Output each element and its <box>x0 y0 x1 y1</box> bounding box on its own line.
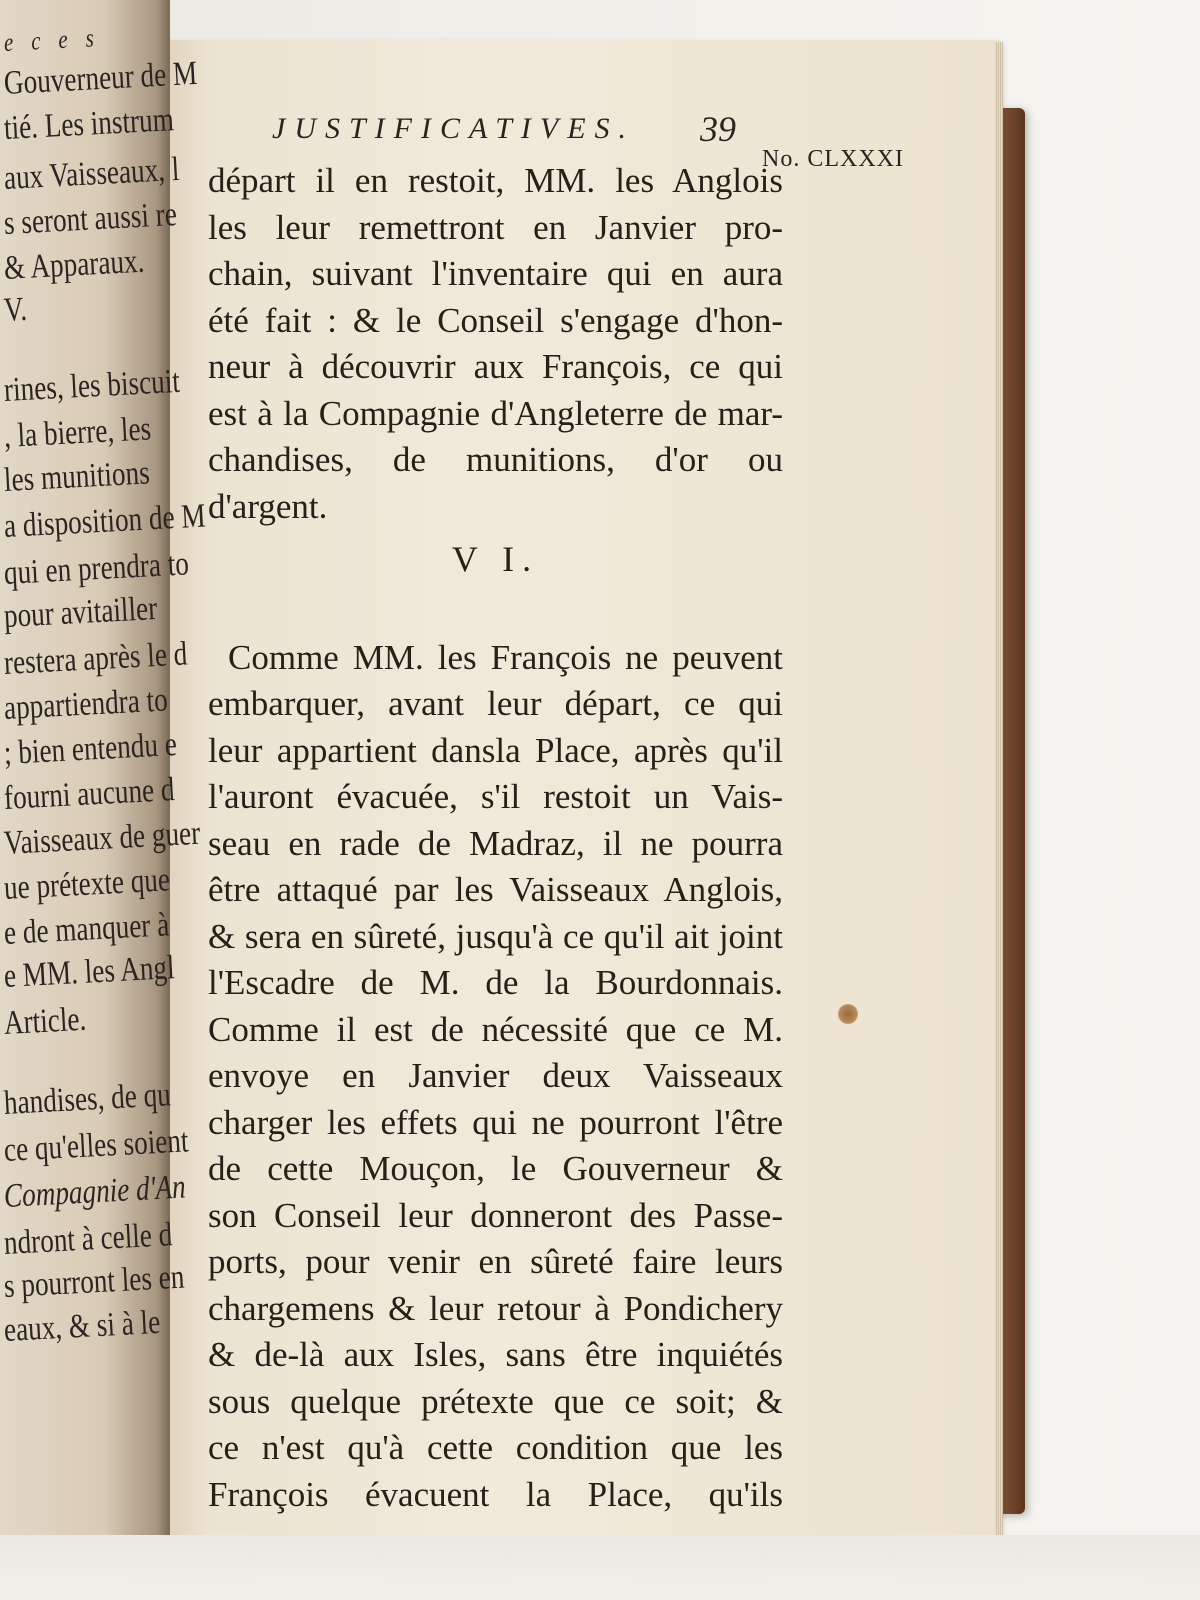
text-line: chargemens & leur retour à Pondichery <box>208 1288 783 1328</box>
left-page-line: fourni aucune d <box>3 771 176 817</box>
text-line: embarquer, avant leur départ, ce qui <box>208 684 783 723</box>
left-page-line: e MM. les Angl <box>3 949 176 995</box>
text-line: départ il en restoit, MM. les Anglois <box>208 161 783 200</box>
text-line: de cette Mouçon, le Gouverneur & <box>208 1149 783 1188</box>
text-line: les leur remettront en Janvier pro- <box>208 207 783 247</box>
left-page-line: ndront à celle d <box>3 1216 174 1262</box>
text-line: François évacuent la Place, qu'ils <box>208 1474 783 1514</box>
left-page-line: appartiendra to <box>3 681 169 727</box>
text-line: l'auront évacuée, s'il restoit un Vais- <box>208 777 783 816</box>
page-number: 39 <box>700 109 736 149</box>
left-page-line: V. <box>3 290 28 329</box>
left-page-line: aux Vaisseaux, l <box>3 150 181 197</box>
section-heading: V I. <box>451 539 540 579</box>
left-page-line: pour avitailler <box>3 590 159 635</box>
left-page-line: s seront aussi re <box>3 195 178 242</box>
paper-stain <box>838 1004 858 1024</box>
left-page-line: ce qu'elles soient <box>3 1122 190 1169</box>
left-page-line: ; bien entendu e <box>3 725 178 772</box>
text-line: être attaqué par les Vaisseaux Anglois, <box>208 870 783 909</box>
left-page-line: a disposition de M <box>3 497 207 545</box>
text-line: d'argent. <box>208 486 328 526</box>
left-page-line: handises, de qu <box>3 1076 172 1122</box>
left-page-line: tié. Les instrum <box>3 101 175 147</box>
left-page-line: les munitions <box>3 454 151 499</box>
body-paragraph <box>208 635 783 1519</box>
left-page-line: eaux, & si à le <box>3 1303 162 1349</box>
left-page-line: Vaisseaux de guer <box>3 814 202 862</box>
left-page-line: Compagnie d'An <box>3 1168 187 1215</box>
text-line: Comme il est de nécessité que ce M. <box>208 1009 783 1049</box>
text-line: neur à découvrir aux François, ce qui <box>208 347 783 386</box>
text-line: est à la Compagnie d'Angleterre de mar- <box>208 393 783 433</box>
text-line: seau en rade de Madraz, il ne pourra <box>208 823 783 863</box>
text-line: été fait : & le Conseil s'engage d'hon- <box>208 300 783 340</box>
left-page-line: Gouverneur de M <box>3 54 199 102</box>
text-line: sous quelque prétexte que ce soit; & <box>208 1381 783 1421</box>
text-line: envoye en Janvier deux Vaisseaux <box>208 1056 783 1095</box>
text-line: leur appartient dansla Place, après qu'il <box>208 730 783 770</box>
text-line: & de-là aux Isles, sans être inquiétés <box>208 1335 783 1374</box>
left-page-line: & Apparaux. <box>3 242 146 287</box>
left-page-line: e de manquer à <box>3 906 171 952</box>
left-page-line: qui en prendra to <box>3 545 190 592</box>
text-line: ce n'est qu'à cette condition que les <box>208 1428 783 1467</box>
text-block <box>208 158 783 1518</box>
text-line: l'Escadre de M. de la Bourdonnais. <box>208 963 783 1002</box>
margin-note: No. CLXXXI <box>762 146 904 172</box>
text-line: son Conseil leur donneront des Passe- <box>208 1195 783 1235</box>
left-page-line: s pourront les en <box>3 1258 186 1305</box>
text-line: chain, suivant l'inventaire qui en aura <box>208 254 783 293</box>
table-surface <box>0 1535 1200 1600</box>
running-head: JUSTIFICATIVES. <box>272 112 636 145</box>
top-paragraph <box>208 158 783 530</box>
left-page-line: Article. <box>3 1000 88 1042</box>
page-fore-edge <box>995 42 1003 1536</box>
left-page-line: , la bierre, les <box>3 410 153 455</box>
text-line: Comme MM. les François ne peuvent <box>228 637 783 677</box>
left-page-line: ue prétexte que <box>3 861 171 907</box>
text-line: chandises, de munitions, d'or ou <box>208 440 783 479</box>
left-page <box>0 0 207 1600</box>
left-page-line: restera après le d <box>3 635 189 682</box>
text-line: ports, pour venir en sûreté faire leurs <box>208 1242 783 1281</box>
left-page-line: rines, les biscuit <box>3 362 181 409</box>
left-page-line: e c e s <box>3 22 101 57</box>
text-line: charger les effets qui ne pourront l'être <box>208 1102 783 1142</box>
text-line: & sera en sûreté, jusqu'à ce qu'il ait joint <box>208 916 783 956</box>
